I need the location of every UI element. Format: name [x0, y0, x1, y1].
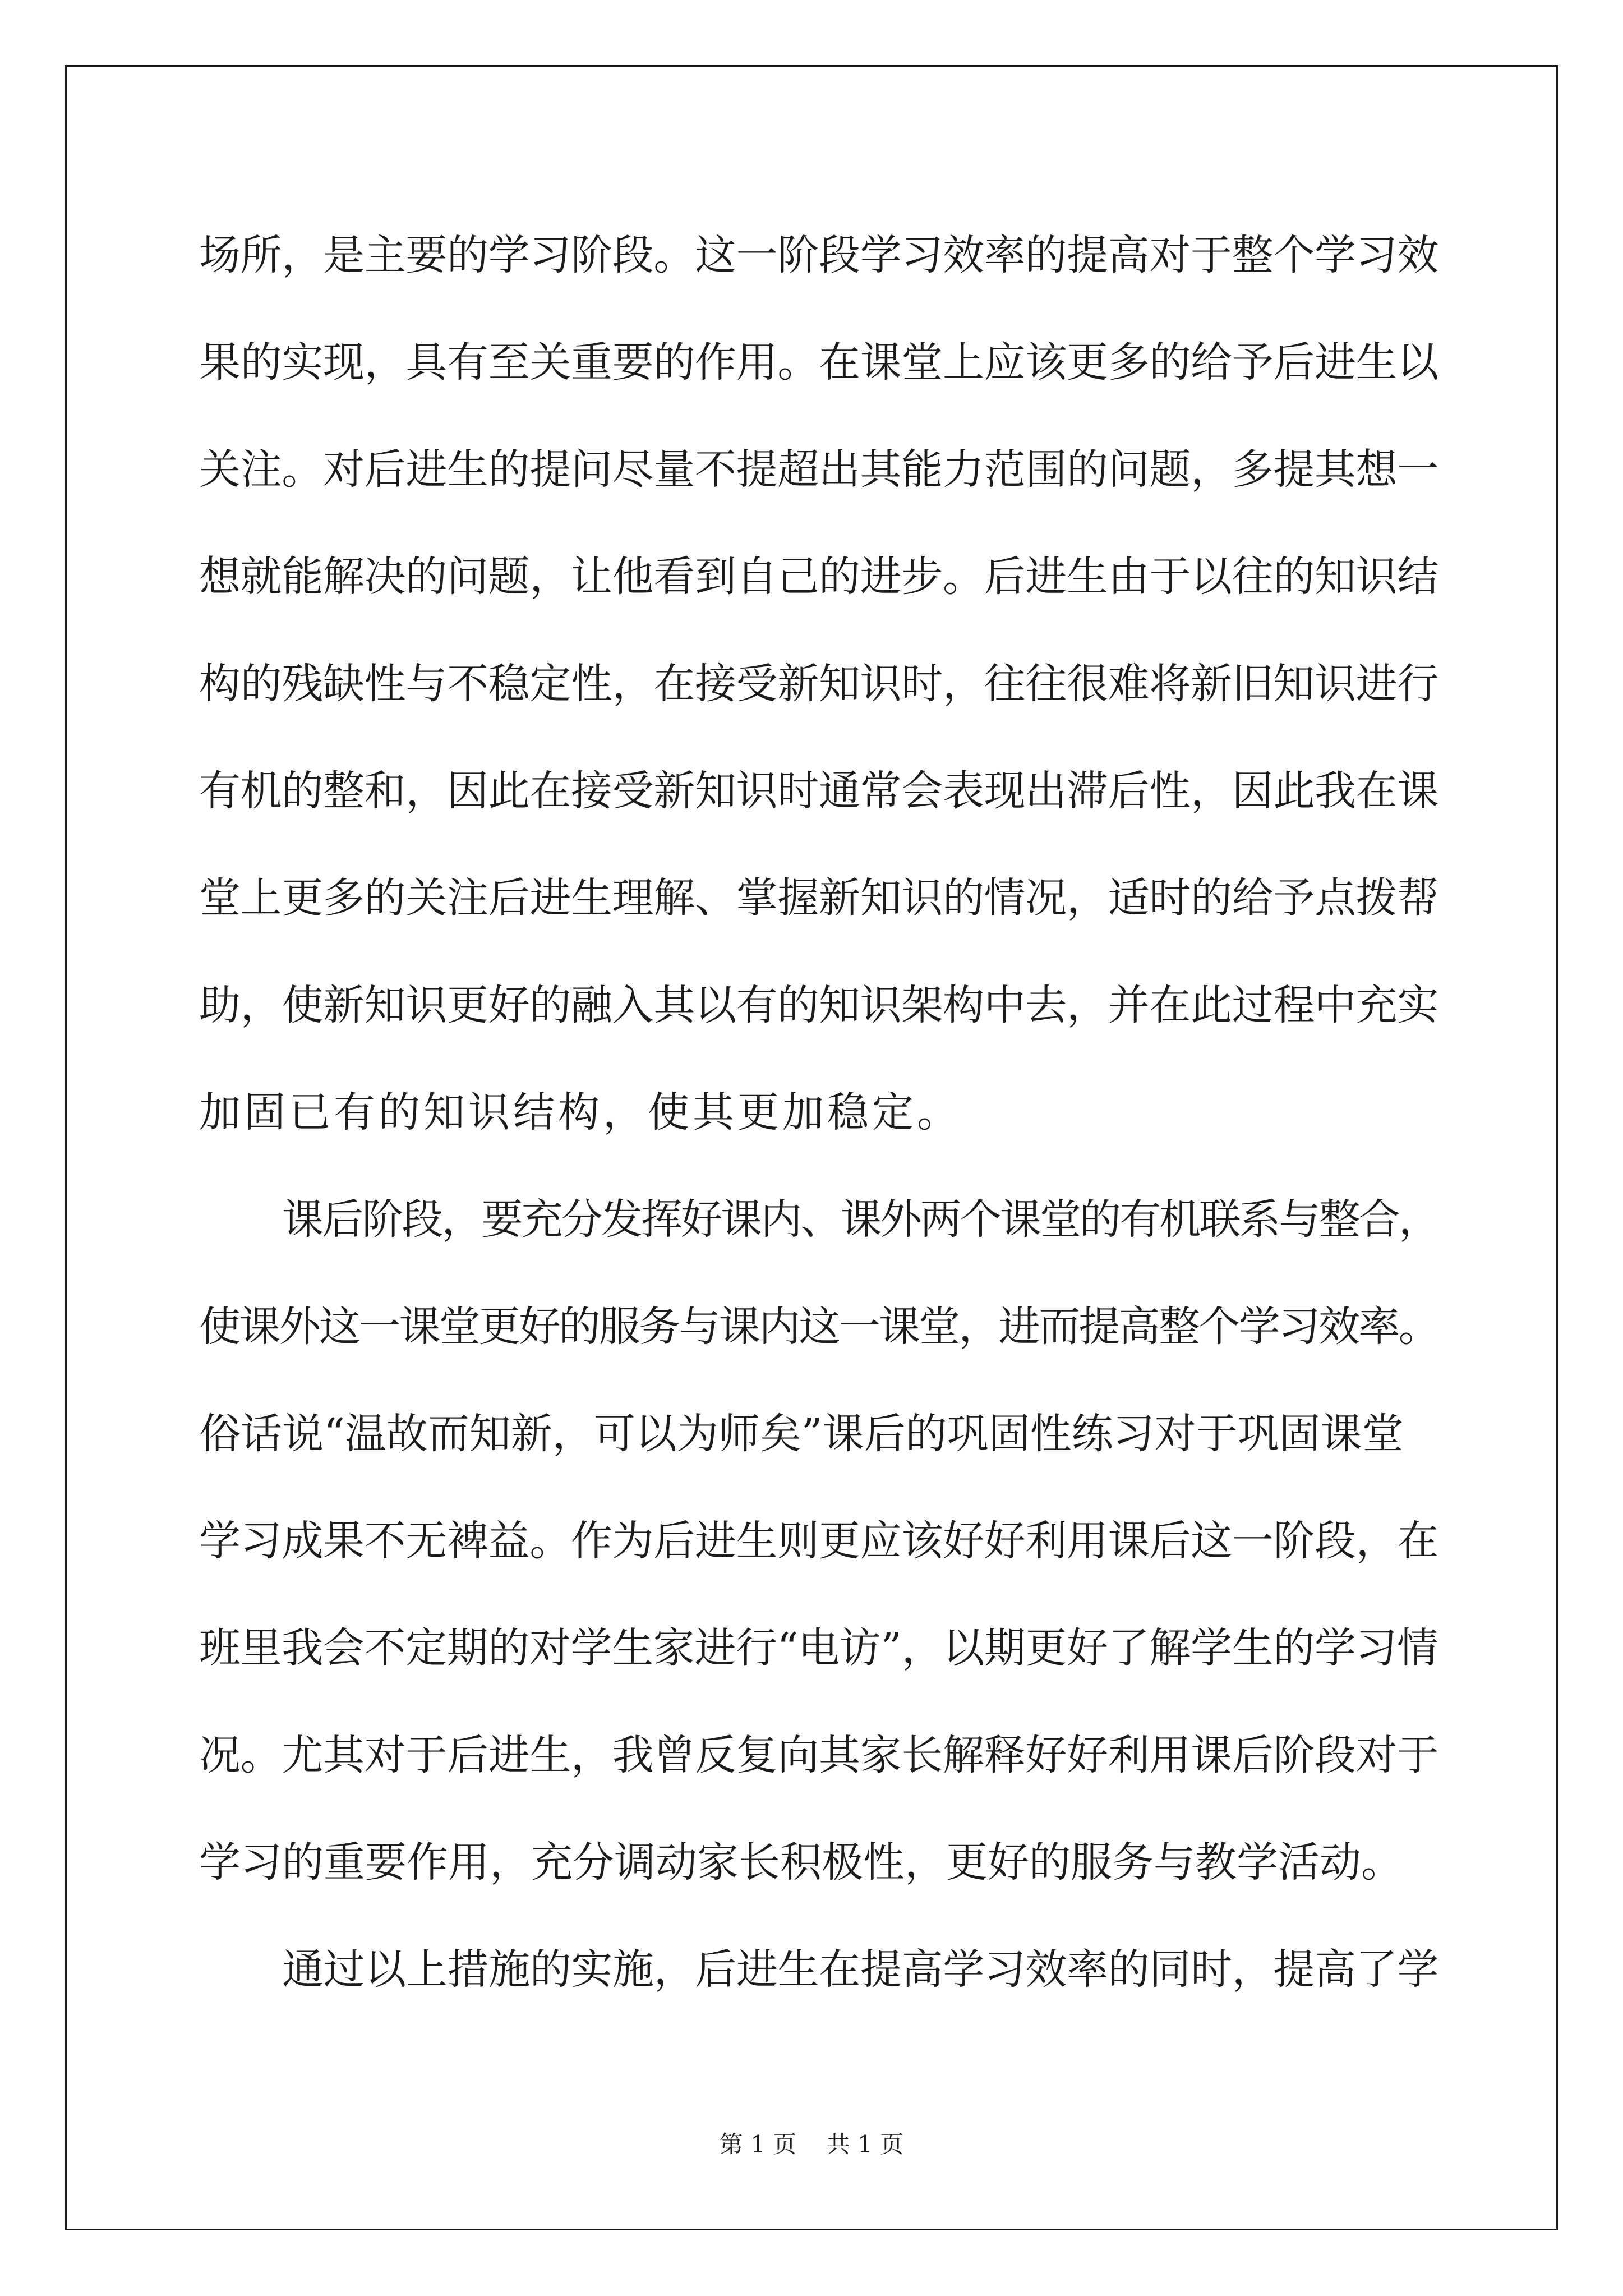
- text-line: 构的残缺性与不稳定性，在接受新知识时，往往很难将新旧知识进行: [199, 660, 1438, 708]
- text-line: 堂上更多的关注后进生理解、掌握新知识的情况，适时的给予点拨帮: [199, 874, 1438, 922]
- text-line: 关注。对后进生的提问尽量不提超出其能力范围的问题，多提其想一: [199, 445, 1438, 494]
- text-line: 学习的重要作用，充分调动家长积极性，更好的服务与教学活动。: [199, 1838, 1403, 1887]
- text-line: 俗话说“温故而知新，可以为师矣”课后的巩固性练习对于巩固课堂: [199, 1410, 1404, 1458]
- text-line: 场所，是主要的学习阶段。这一阶段学习效率的提高对于整个学习效: [199, 231, 1438, 279]
- page-number-footer: 第 1 页 共 1 页: [719, 2131, 904, 2158]
- text-line: 学习成果不无裨益。作为后进生则更应该好好利用课后这一阶段，在: [199, 1517, 1438, 1565]
- paragraph-start-line: 通过以上措施的实施，后进生在提高学习效率的同时，提高了学: [282, 1945, 1438, 1994]
- text-line: 加固已有的知识结构，使其更加稳定。: [199, 1088, 962, 1137]
- text-line: 使课外这一课堂更好的服务与课内这一课堂，进而提高整个学习效率。: [199, 1303, 1438, 1351]
- document-body: [199, 202, 1438, 2023]
- paragraph-start-line: 课后阶段，要充分发挥好课内、课外两个课堂的有机联系与整合，: [282, 1195, 1438, 1244]
- text-line: 况。尤其对于后进生，我曾反复向其家长解释好好利用课后阶段对于: [199, 1731, 1438, 1779]
- text-line: 班里我会不定期的对学生家进行“电访”，以期更好了解学生的学习情: [199, 1624, 1438, 1672]
- text-line: 助，使新知识更好的融入其以有的知识架构中去，并在此过程中充实: [199, 981, 1438, 1029]
- text-line: 想就能解决的问题，让他看到自己的进步。后进生由于以往的知识结: [199, 553, 1438, 601]
- text-line: 果的实现，具有至关重要的作用。在课堂上应该更多的给予后进生以: [199, 338, 1438, 386]
- text-line: 有机的整和，因此在接受新知识时通常会表现出滞后性，因此我在课: [199, 767, 1438, 815]
